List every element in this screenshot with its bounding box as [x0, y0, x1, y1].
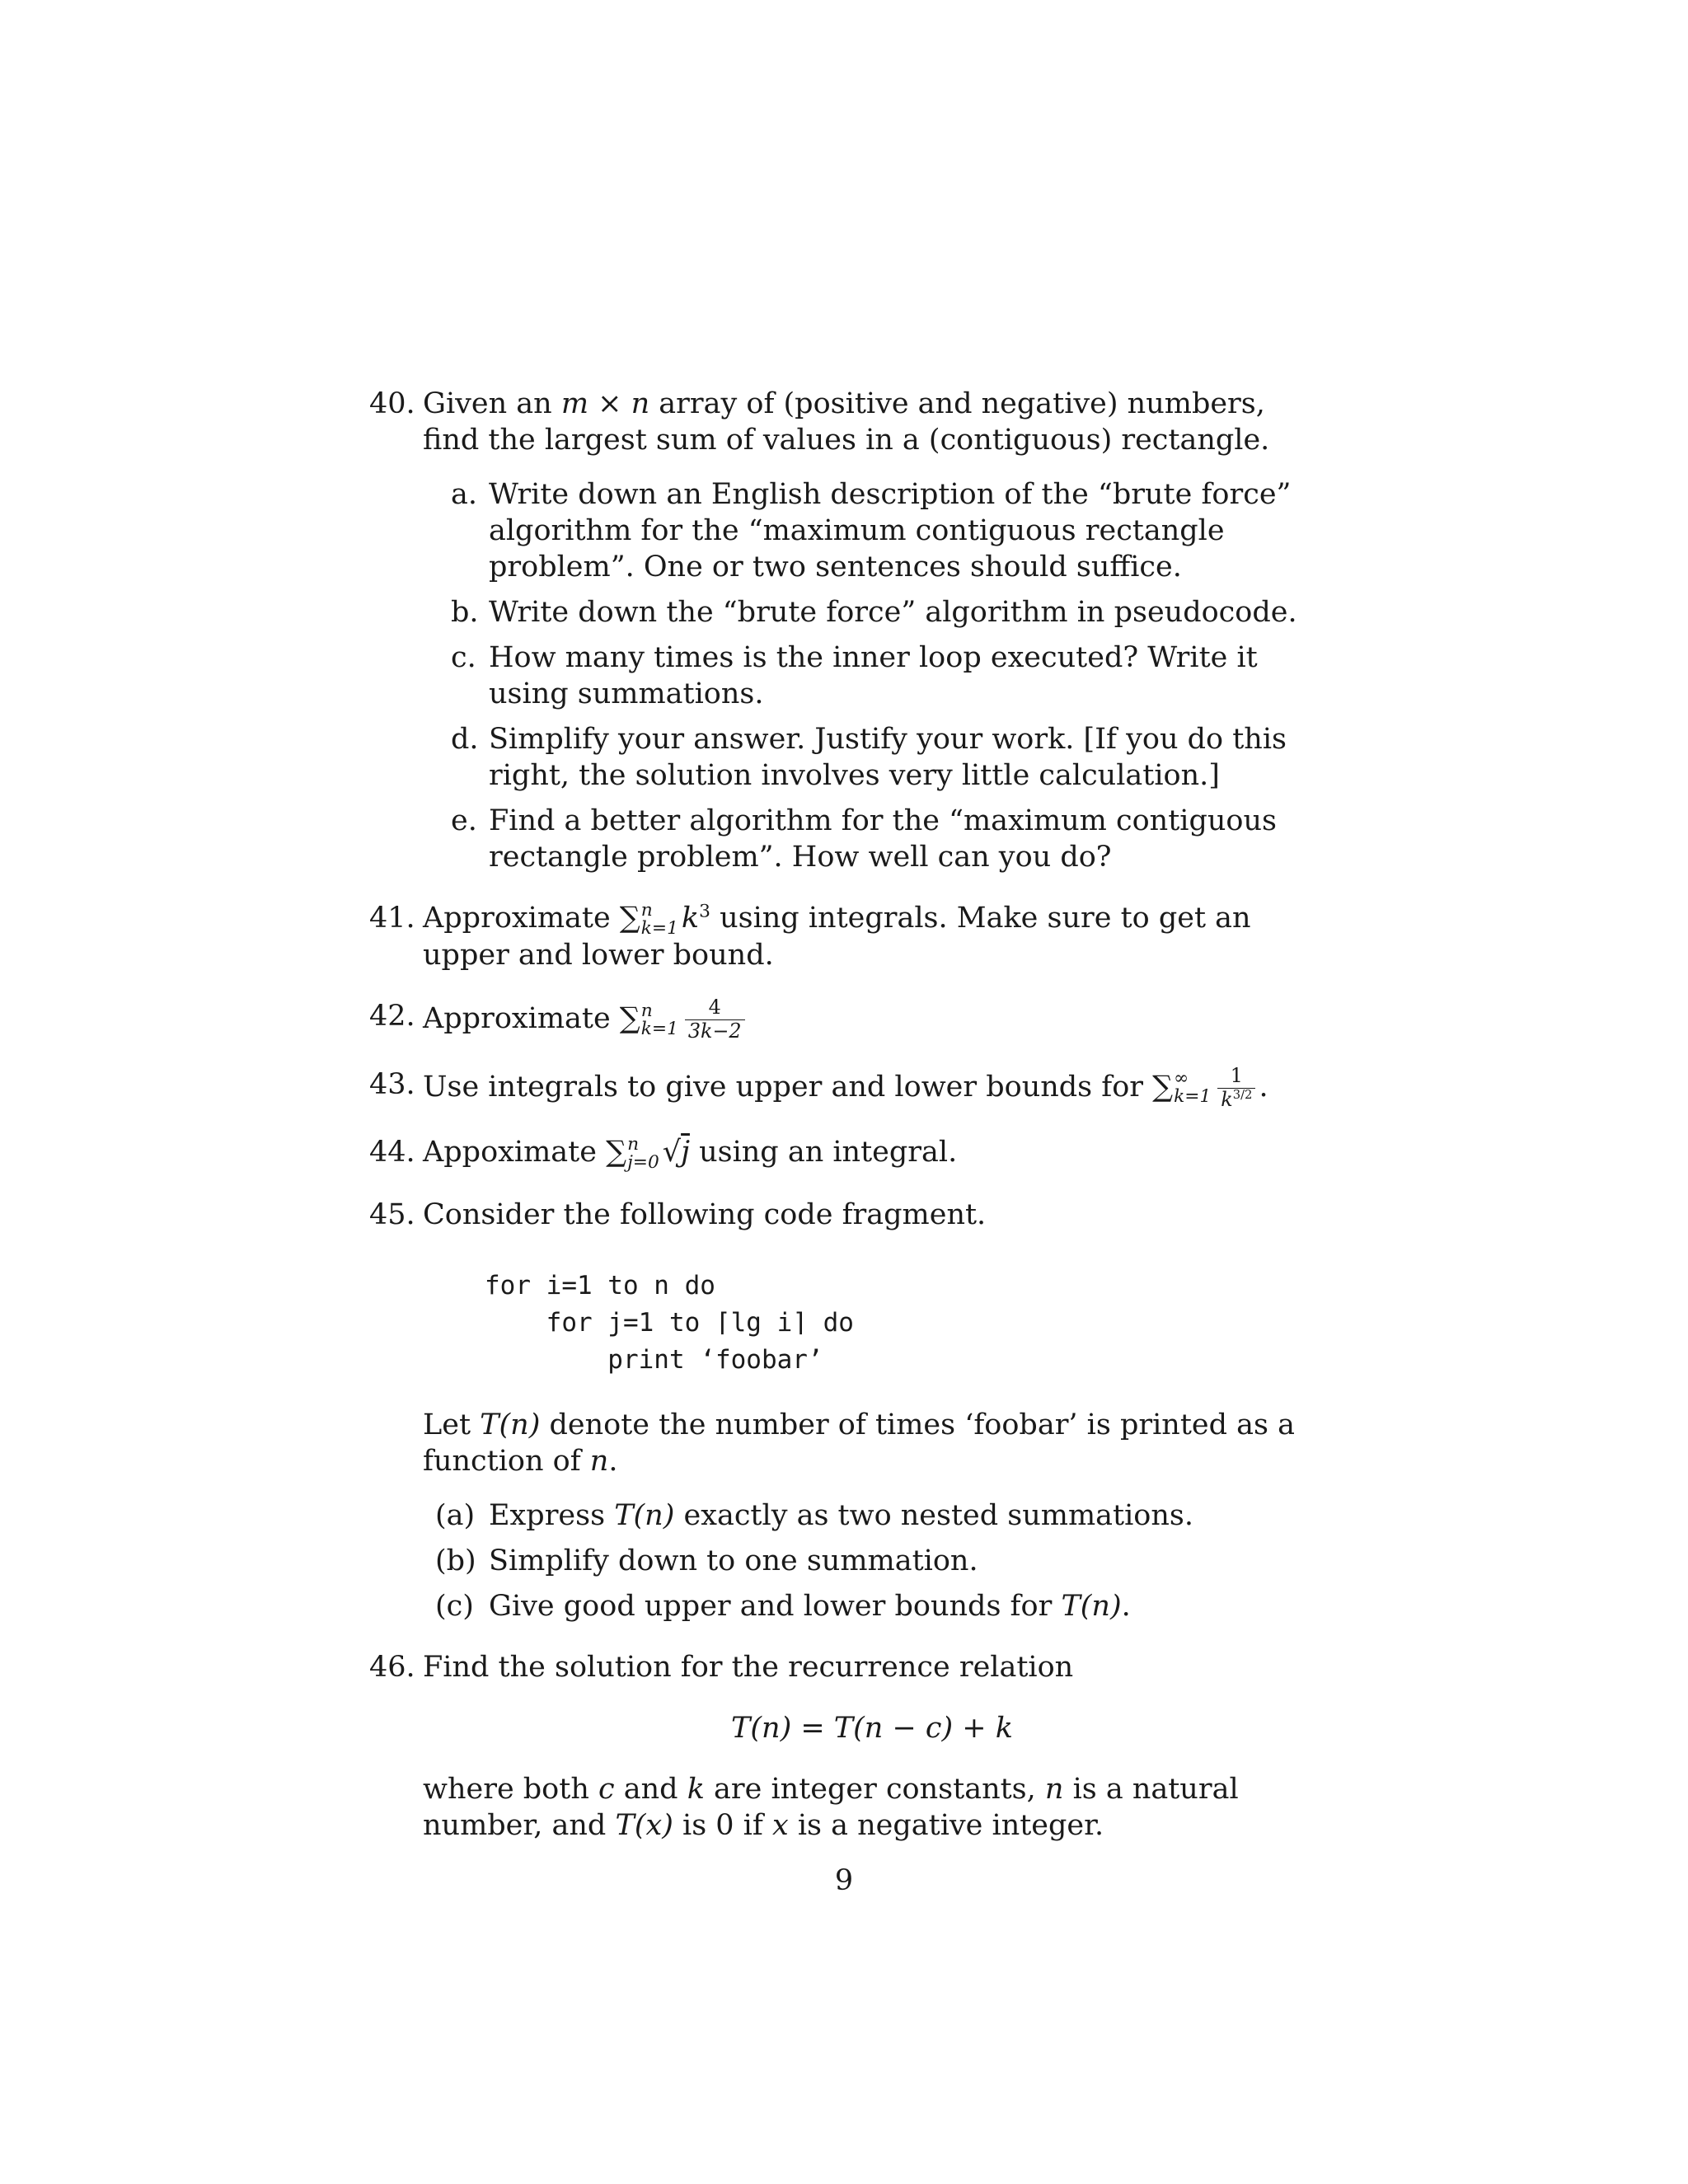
problem-number: 45.: [369, 1197, 415, 1231]
subitem-a: (a) Express T(n) exactly as two nested summations.: [435, 1498, 1193, 1532]
problem-42: [369, 998, 1321, 1042]
subitem-c: c. How many times is the inner loop executed? Write it using summations.: [451, 641, 1258, 710]
sum-symbol: ∑: [619, 902, 640, 935]
problem-44: [369, 1134, 1321, 1171]
sum-limits: n k=1: [640, 899, 678, 939]
fraction: $\frac{1}{k^{3/2}}$: [1217, 1066, 1255, 1110]
subitem-a: a. Write down an English description of the “brute force” algorithm for the “maximum contiguous rectangle problem”. One or two sentences should suffice.: [451, 478, 1292, 583]
problem-number: 43.: [369, 1067, 415, 1101]
problem-paragraph: Let T(n) denote the number of times ‘foobar’ is printed as a function of n.: [423, 1408, 1295, 1478]
recurrence-equation: T(n) = T(n − c) + k: [731, 1711, 1013, 1745]
problem-page: [369, 386, 1321, 1868]
problem-text: Use integrals to give upper and lower bounds for ∑ ∞ k=1 $\frac{1}{k^{3/2}}$ .: [423, 1063, 1268, 1111]
subitem-c: (c) Give good upper and lower bounds for T(n).: [435, 1589, 1131, 1623]
sum-symbol: ∑: [1152, 1070, 1174, 1104]
problem-41: [369, 900, 1321, 973]
problem-text: Appoximate ∑ n j=0 √j using an integral.: [423, 1134, 958, 1173]
problem-number: 40.: [369, 387, 415, 420]
problem-46: [369, 1649, 1321, 1844]
problem-number: 44.: [369, 1136, 415, 1169]
problem-text: Given an m × n array of (positive and negative) numbers, find the largest sum of values in a (contiguous) rectangle.: [423, 387, 1270, 457]
sum-limits: n k=1: [640, 1000, 678, 1039]
sum-symbol: ∑: [619, 1002, 640, 1035]
fraction: $\frac{4}{3k-2}$: [685, 998, 745, 1042]
sqrt-symbol: √: [662, 1136, 682, 1169]
problem-number: 42.: [369, 1000, 415, 1033]
problem-45: [369, 1197, 1321, 1624]
problem-text: Consider the following code fragment.: [423, 1197, 987, 1231]
problem-number: 41.: [369, 902, 415, 935]
problem-43: [369, 1063, 1321, 1111]
subitem-b: b. Write down the “brute force” algorithm in pseudocode.: [451, 596, 1297, 629]
sum-symbol: ∑: [606, 1136, 627, 1169]
subitem-list: [423, 1497, 1321, 1624]
code-fragment: [485, 1268, 1321, 1379]
subitem-d: d. Simplify your answer. Justify your work. [If you do this right, the solution involves very little calculation.]: [451, 723, 1287, 792]
problem-text: Approximate ∑ n k=1 $\frac{4}{3k-2}$: [423, 998, 1321, 1042]
code-line: print ‘foobar’: [485, 1344, 823, 1375]
code-line: for i=1 to n do: [485, 1270, 715, 1301]
sum-limits: ∞ k=1: [1174, 1068, 1212, 1108]
page-number: 9: [834, 1864, 854, 1897]
problem-40: [369, 386, 1321, 875]
subitem-b: (b) Simplify down to one summation.: [435, 1544, 978, 1577]
code-line: for j=1 to ⌈lg i⌉ do: [485, 1307, 854, 1338]
problem-paragraph: where both c and k are integer constants, n is a natural number, and T(x) is 0 if x is a negative integer.: [423, 1772, 1239, 1842]
problem-text: Find the solution for the recurrence relation: [423, 1650, 1074, 1684]
problem-number: 46.: [369, 1650, 415, 1684]
sum-limits: n j=0: [627, 1134, 659, 1173]
problem-text: Approximate ∑ n k=1 $k^3$ using integrals. Make sure to get an upper and lower bound.: [423, 899, 1251, 972]
dimensions-math: m × n: [560, 387, 650, 420]
subitem-e: e. Find a better algorithm for the “maximum contiguous rectangle problem”. How well can you do?: [451, 804, 1277, 874]
subitem-list: [423, 476, 1321, 875]
